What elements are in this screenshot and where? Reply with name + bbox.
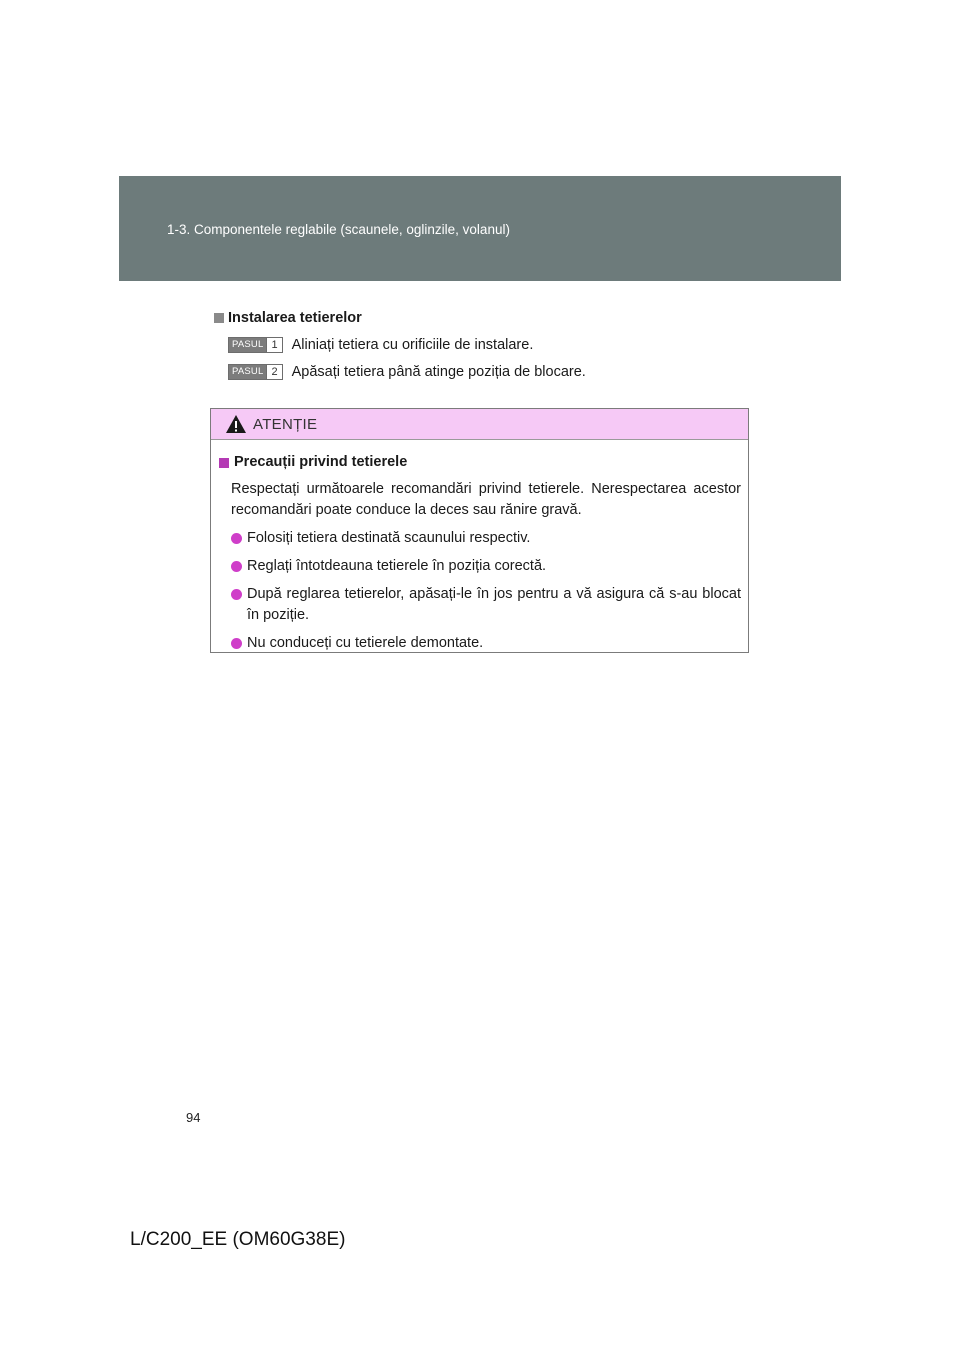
chapter-header-band: [119, 176, 841, 281]
step-badge-number: 1: [266, 338, 281, 352]
circle-bullet-icon: [231, 561, 242, 572]
warning-bullet-text: Nu conduceți cu tetierele demontate.: [247, 635, 484, 651]
section-heading: [214, 308, 754, 328]
warning-bullet: [231, 633, 741, 654]
circle-bullet-icon: [231, 533, 242, 544]
warning-bullet-text: Reglați întotdeauna tetierele în poziția corectă.: [247, 558, 547, 574]
circle-bullet-icon: [231, 638, 242, 649]
step-2: [228, 361, 754, 383]
warning-title: ATENȚIE: [253, 415, 318, 433]
section-instalarea-tetierelor: [214, 308, 754, 383]
warning-bullet: [231, 528, 741, 549]
warning-heading-text: Precauții privind tetierele: [234, 454, 408, 470]
step-text: Apăsați tetiera până atinge poziția de blocare.: [291, 364, 586, 380]
warning-bullet-text: Folosiți tetiera destinată scaunului respectiv.: [247, 530, 531, 546]
step-badge-label: PASUL: [229, 365, 266, 379]
step-badge-number: 2: [266, 365, 281, 379]
step-badge-icon: [228, 337, 283, 353]
step-badge-label: PASUL: [229, 338, 266, 352]
square-bullet-icon: [214, 313, 224, 323]
warning-body: [211, 440, 748, 654]
warning-triangle-icon: [225, 414, 247, 434]
warning-bullet-text: După reglarea tetierelor, apăsați-le în jos pentru a vă asigura că s-au blocat în poziție.: [247, 586, 741, 623]
warning-intro: Respectați următoarele recomandări privind tetierele. Nerespectarea acestor recomandări poate conduce la deces sau rănire gravă.: [231, 481, 741, 518]
step-1: [228, 334, 754, 356]
square-bullet-icon: [219, 458, 229, 468]
circle-bullet-icon: [231, 589, 242, 600]
chapter-title: 1-3. Componentele reglabile (scaunele, oglinzile, volanul): [167, 222, 510, 237]
warning-heading: [219, 452, 741, 473]
step-text: Aliniați tetiera cu orificiile de instalare.: [291, 337, 534, 353]
page-number: 94: [186, 1110, 201, 1125]
document-code: L/C200_EE (OM60G38E): [130, 1229, 346, 1250]
warning-bullet: [231, 556, 741, 577]
warning-box: [210, 408, 749, 653]
warning-bullet: [231, 584, 741, 626]
step-badge-icon: [228, 364, 283, 380]
section-heading-text: Instalarea tetierelor: [228, 310, 362, 326]
warning-header: [211, 409, 748, 440]
